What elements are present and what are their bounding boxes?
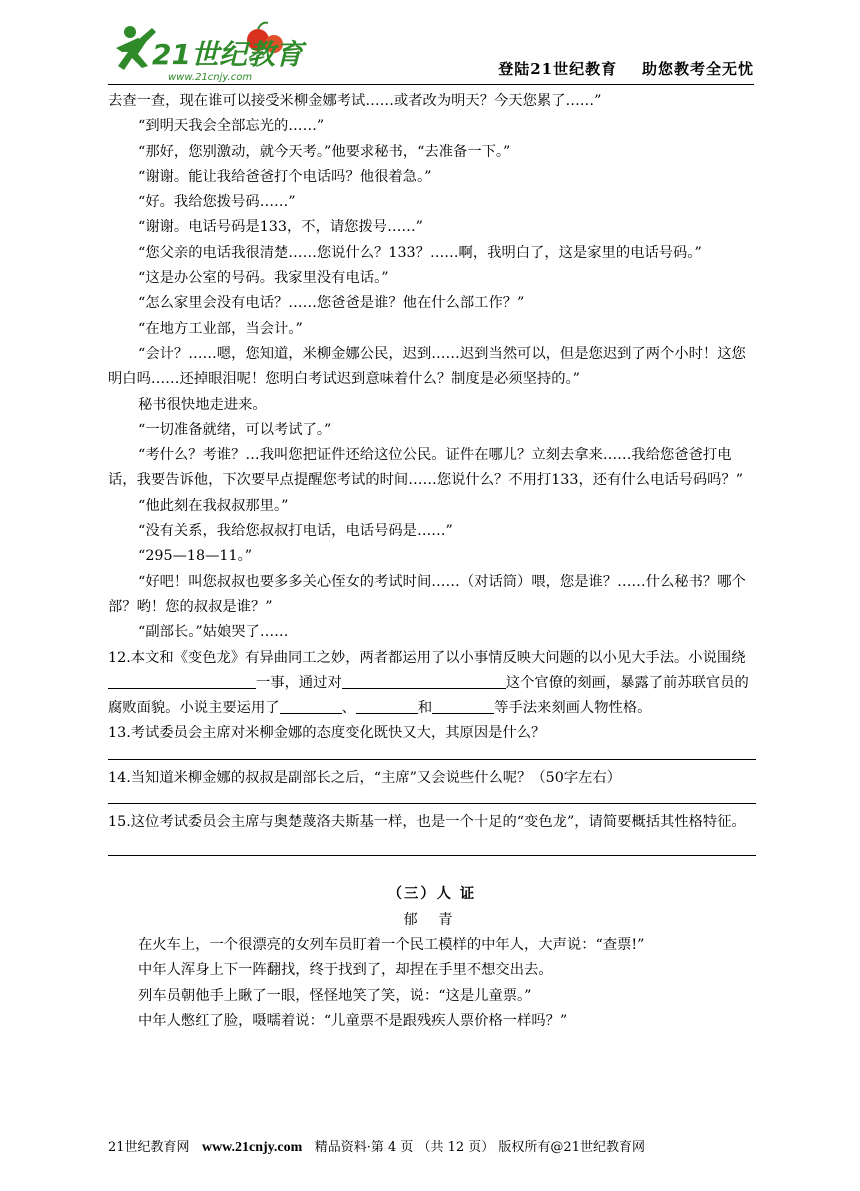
section-title: （三）人 证 (387, 886, 477, 903)
21cnjy-logo (108, 18, 308, 86)
paragraph: 秘书很快地走进来。 (138, 396, 267, 413)
paragraph: “考什么？考谁？…我叫您把证件还给这位公民。证件在哪儿？立刻去拿来……我给您爸爸打电话，我要告诉他，下次要早点提醒您考试的时间……您说什么？不用打133，还有什么电话号码吗？” (108, 447, 744, 489)
paragraph: “这是办公室的号码。我家里没有电话。” (138, 270, 389, 287)
logo-url-text: www.21cnjy.com (168, 72, 253, 83)
paragraph: “好。我给您拨号码……” (138, 194, 296, 211)
question-15: 15.这位考试委员会主席与奥楚蔑洛夫斯基一样，也是一个十足的“变色龙”，请简要概括其性格特征。 (108, 814, 746, 831)
answer-line[interactable] (108, 855, 756, 856)
question-13: 13.考试委员会主席对米柳金娜的态度变化既快又大，其原因是什么？ (108, 725, 546, 742)
answer-blank[interactable] (432, 698, 494, 714)
question-14: 14.当知道米柳金娜的叔叔是副部长之后，“主席”又会说些什么呢？（50字左右） (108, 769, 622, 786)
story-paragraph: 中年人浑身上下一阵翻找，终于找到了，却捏在手里不想交出去。 (138, 962, 553, 979)
paragraph: “没有关系，我给您叔叔打电话，电话号码是……” (138, 523, 453, 540)
paragraph: “副部长。”姑娘哭了…… (138, 624, 289, 641)
answer-line[interactable] (108, 759, 756, 760)
paragraph: “怎么家里会没有电话？……您爸爸是谁？他在什么部工作？” (138, 295, 525, 312)
paragraph: “在地方工业部，当会计。” (138, 320, 303, 337)
answer-blank[interactable] (108, 673, 256, 689)
header-rule (108, 84, 754, 85)
story-paragraph: 中年人憋红了脸，嗫嚅着说：“儿童票不是跟残疾人票价格一样吗？” (138, 1012, 568, 1029)
logo-text: 21世纪教育 (152, 38, 303, 71)
paragraph: “到明天我会全部忘光的……” (138, 118, 325, 135)
question-12: 12.本文和《变色龙》有异曲同工之妙，两者都运用了以小事情反映大问题的以小见大手法。小说围绕一事，通过对 这个官僚的刻画，暴露了前苏联官员的腐败面貌。小说主要运用了 、 和 等手法来刻画人物性格。 (108, 649, 749, 717)
answer-blank[interactable] (356, 698, 418, 714)
paragraph: “那好，您别激动，就今天考。”他要求秘书，“去准备一下。” (138, 143, 511, 160)
answer-line[interactable] (108, 803, 756, 804)
page-footer (108, 1136, 758, 1156)
page-header (108, 18, 754, 86)
story-paragraph: 在火车上，一个很漂亮的女列车员盯着一个民工模样的中年人，大声说：“查票!” (138, 936, 645, 953)
footer-page-info: 精品资料·第 4 页 （共 12 页） 版权所有@21世纪教育网 (314, 1140, 645, 1155)
paragraph: “会计？……嗯，您知道，米柳金娜公民，迟到……迟到当然可以，但是您迟到了两个小时！这您明白吗……还掉眼泪呢！您明白考试迟到意味着什么？制度是必须坚持的。” (108, 345, 746, 388)
paragraph: “295—18—11。” (138, 548, 253, 565)
story-paragraph: 列车员朝他手上瞅了一眼，怪怪地笑了笑，说：“这是儿童票。” (138, 987, 532, 1004)
answer-blank[interactable] (342, 673, 506, 689)
paragraph: “他此刻在我叔叔那里。” (138, 497, 289, 514)
paragraph: 去查一查，现在谁可以接受米柳金娜考试……或者改为明天？今天您累了……” (108, 93, 602, 109)
document-body (108, 89, 756, 1034)
paragraph: “谢谢。电话号码是133，不，请您拨号……” (138, 219, 423, 236)
author: 郁 青 (403, 911, 461, 928)
paragraph: “您父亲的电话我很清楚……您说什么？133？……啊，我明白了，这是家里的电话号码。” (138, 244, 702, 261)
header-slogan: 登陆21世纪教育 助您教考全无忧 (498, 60, 754, 78)
paragraph: “一切准备就绪，可以考试了。” (138, 421, 332, 438)
runner-icon (116, 26, 156, 70)
paragraph: “好吧！叫您叔叔也要多多关心侄女的考试时间……（对话筒）喂，您是谁？……什么秘书？哪个部？哟！您的叔叔是谁？” (108, 573, 746, 615)
paragraph: “谢谢。能让我给爸爸打个电话吗？他很着急。” (138, 168, 432, 185)
footer-site-link[interactable]: www.21cnjy.com (201, 1140, 303, 1155)
footer-left: 21世纪教育网 (108, 1140, 190, 1155)
answer-blank[interactable] (280, 698, 342, 714)
